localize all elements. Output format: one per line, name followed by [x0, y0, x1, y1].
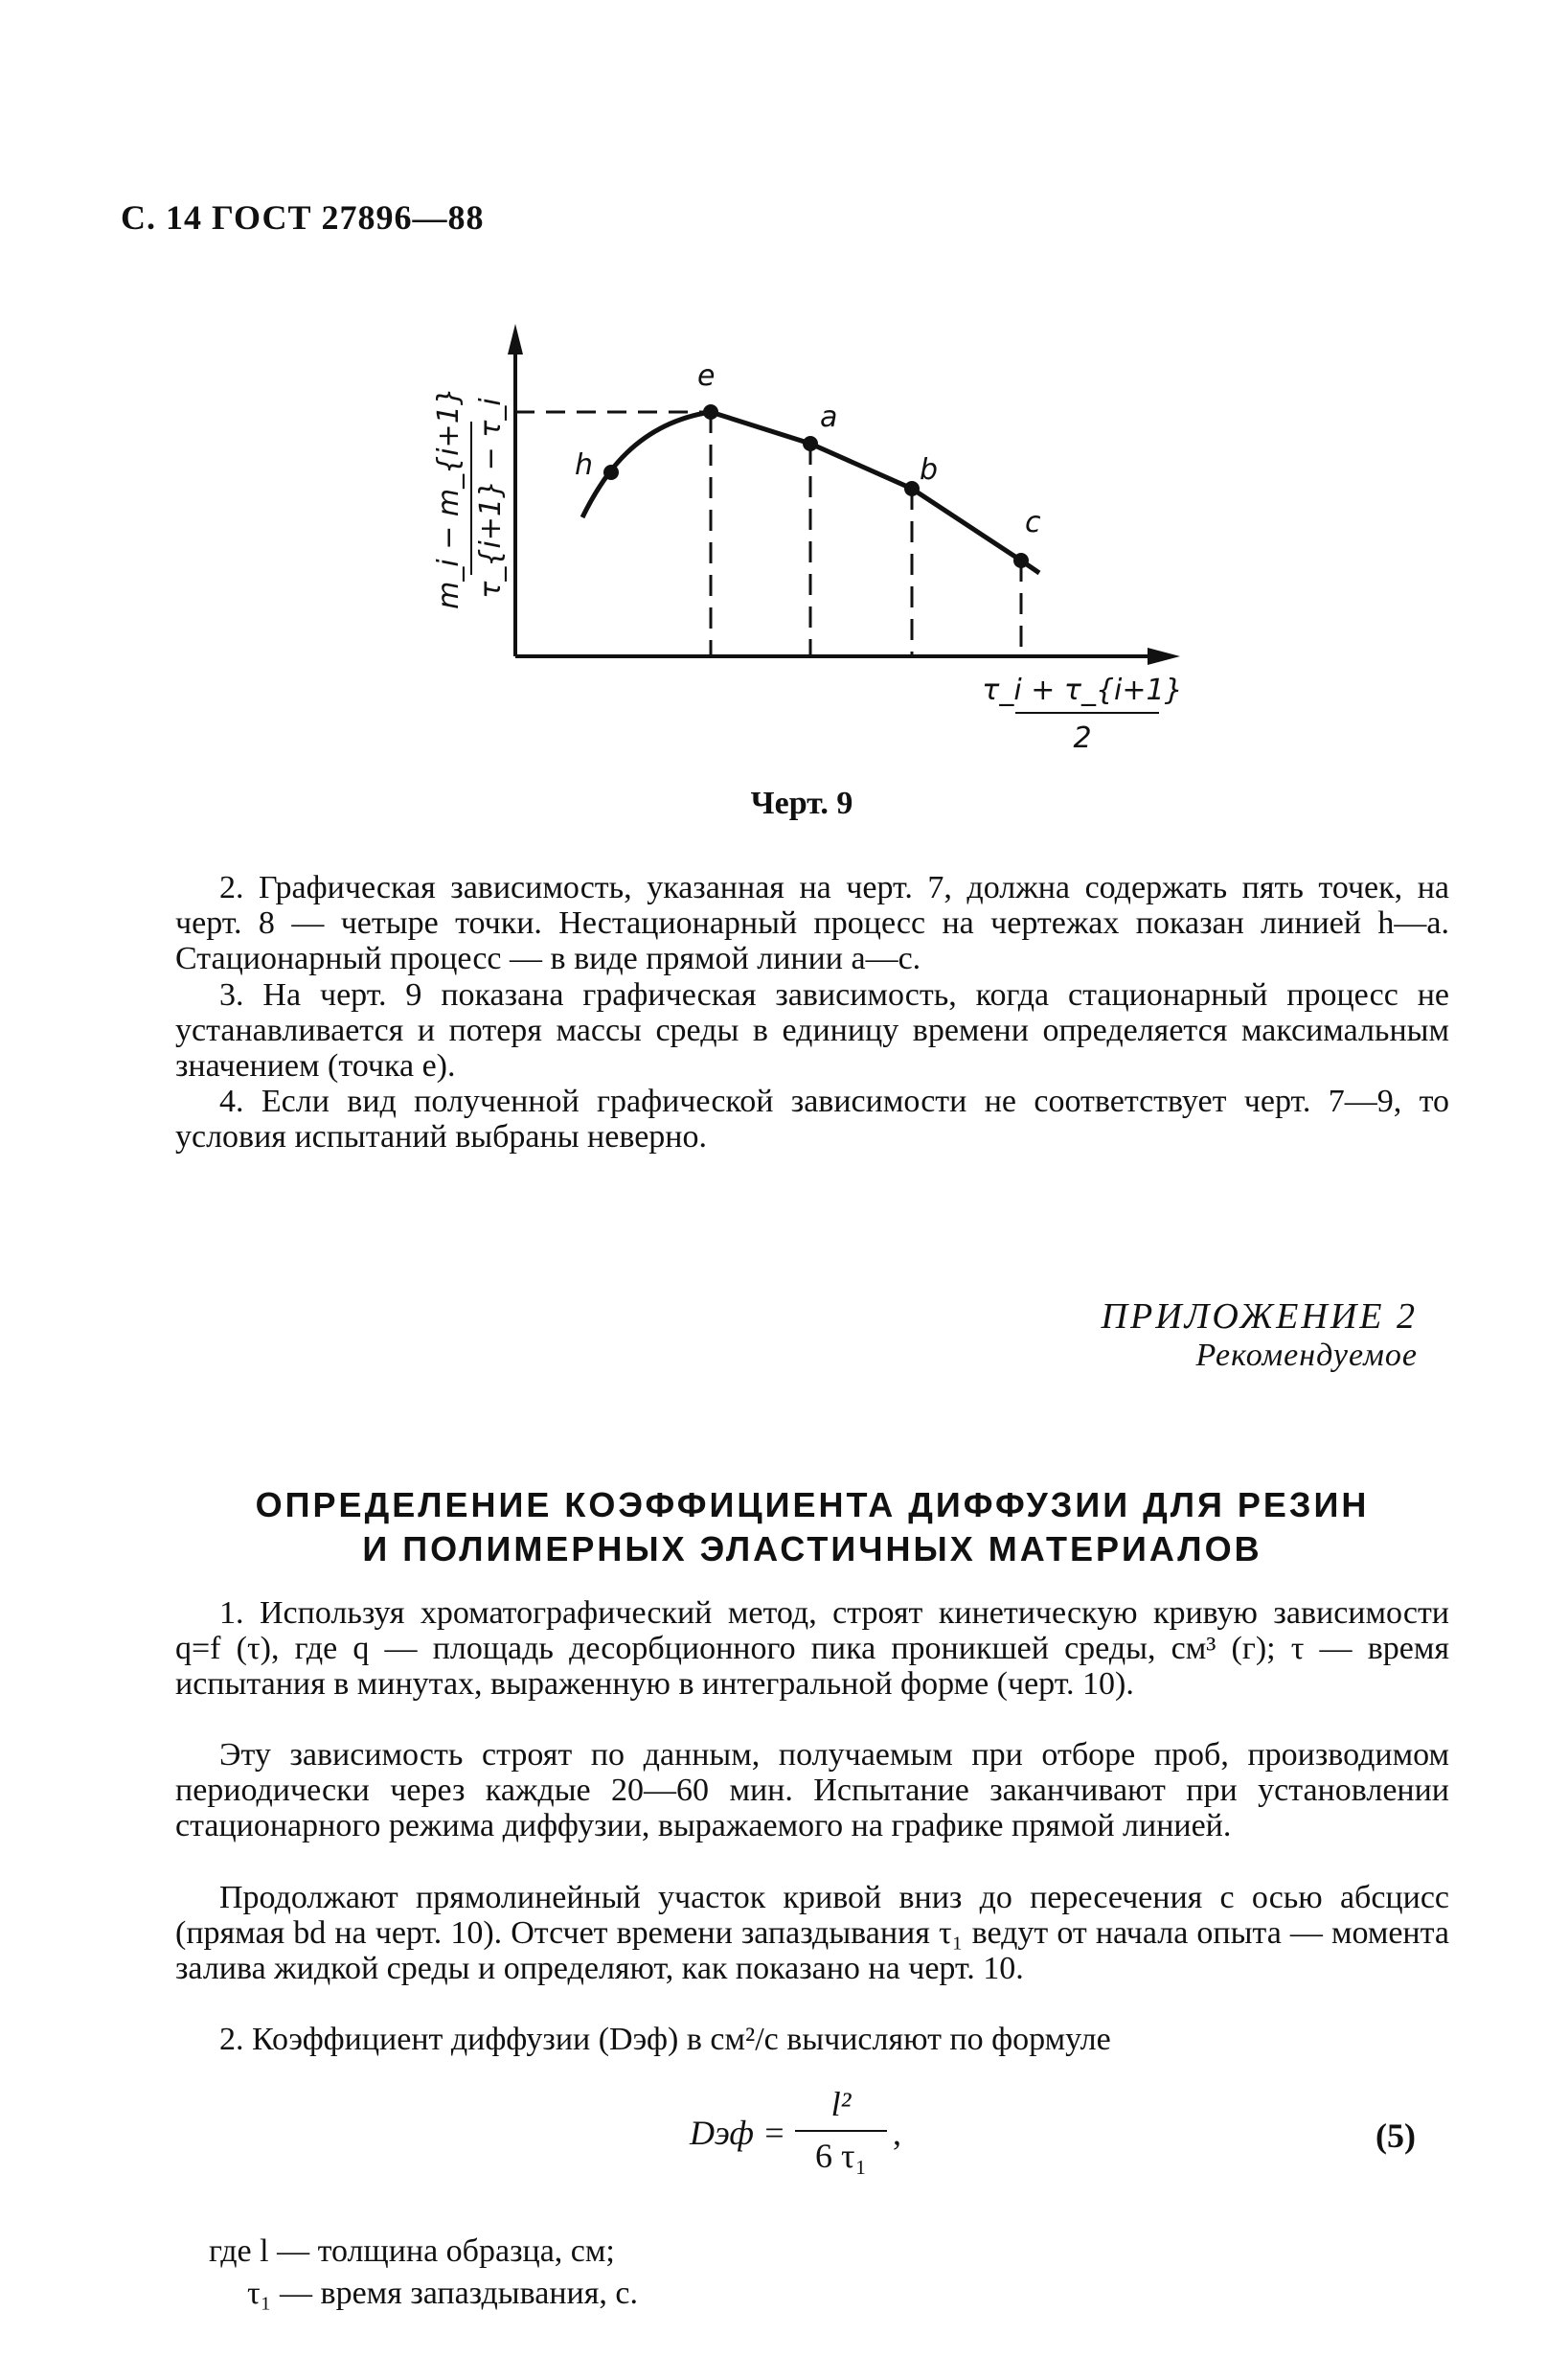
section-title-line-1: ОПРЕДЕЛЕНИЕ КОЭФФИЦИЕНТА ДИФФУЗИИ ДЛЯ РЕЗИН [255, 1485, 1370, 1524]
y-axis-arrow [508, 324, 523, 355]
formula-comma: , [893, 2114, 901, 2152]
point-e [703, 404, 718, 420]
x-label-numerator: τ_i + τ_{i+1} [982, 674, 1183, 707]
where-line-1: где l — толщина образца, см; [209, 2233, 615, 2269]
y-label-denominator: τ_{i+1} − τ_i [474, 398, 508, 599]
equation-number: (5) [1375, 2117, 1416, 2155]
formula-lhs: Dэф = [690, 2114, 786, 2152]
figure-chart-9 [402, 316, 1188, 767]
page-header: С. 14 ГОСТ 27896—88 [121, 198, 485, 237]
where-line-2: τ₁ — время запаздывания, с. [247, 2276, 638, 2311]
formula-denominator: 6 τ₁ [814, 2137, 868, 2175]
x-label-denominator: 2 [1073, 721, 1092, 755]
point-c [1013, 553, 1029, 568]
label-point-a: a [820, 400, 838, 434]
figure-svg [402, 316, 1188, 767]
section-paragraph-2: 2. Коэффициент диффузии (Dэф) в см²/с вычисляют по формуле [219, 2022, 1111, 2057]
appendix-heading [1102, 1295, 1418, 1374]
x-axis-arrow [1148, 648, 1180, 665]
section-title-line-2: И ПОЛИМЕРНЫХ ЭЛАСТИЧНЫХ МАТЕРИАЛОВ [362, 1529, 1262, 1568]
section-paragraph-1c: Продолжают прямолинейный участок кривой вниз до пересечения с осью абсцисс (прямая bd на черт. 10). Отсчет времени запаздывания τ₁ ведут от начала опыта — момента залива жидкой среды и определяют, как показано на черт. 10. [175, 1880, 1449, 1986]
y-axis-label [432, 387, 508, 609]
figure-caption: Черт. 9 [750, 786, 853, 821]
label-point-c: c [1025, 506, 1041, 539]
formula-numerator: l² [830, 2085, 852, 2123]
point-a [803, 436, 818, 451]
section-title [175, 1483, 1449, 1571]
paragraph-4: 4. Если вид полученной графической зависимости не соответствует черт. 7—9, то условия испытаний выбраны неверно. [175, 1084, 1449, 1155]
formula-fraction [795, 2084, 887, 2176]
point-h [603, 465, 619, 480]
point-b [904, 481, 920, 496]
section-paragraph-1: 1. Используя хроматографический метод, строят кинетическую кривую зависимости q=f (τ), где q — площадь десорбционного пика проникшей среды, см³ (г); τ — время испытания в минутах, выраженную в интегральной форме (черт. 10). [175, 1595, 1449, 1702]
section-paragraph-1b: Эту зависимость строят по данным, получаемым при отборе проб, производимом периодически через каждые 20—60 мин. Испытание заканчивают при установлении стационарного режима диффузии, выражаемого на графике прямой линией. [175, 1737, 1449, 1843]
appendix-title: ПРИЛОЖЕНИЕ 2 [1101, 1296, 1418, 1337]
formula-5 [690, 2084, 1188, 2189]
paragraph-2: 2. Графическая зависимость, указанная на черт. 7, должна содержать пять точек, на черт. 8 — четыре точки. Нестационарный процесс на чертежах показан линией h—a. Стационарный процесс — в виде прямой линии a—c. [175, 870, 1449, 976]
paragraph-3: 3. На черт. 9 показана графическая зависимость, когда стационарный процесс не устанавливается и потеря массы среды в единицу времени определяется максимальным значением (точка e). [175, 977, 1449, 1084]
appendix-subtitle: Рекомендуемое [1195, 1338, 1418, 1373]
label-point-h: h [575, 448, 594, 482]
y-label-numerator: m_i − m_{i+1} [432, 387, 466, 609]
label-point-b: b [920, 453, 939, 487]
label-point-e: e [697, 359, 716, 393]
